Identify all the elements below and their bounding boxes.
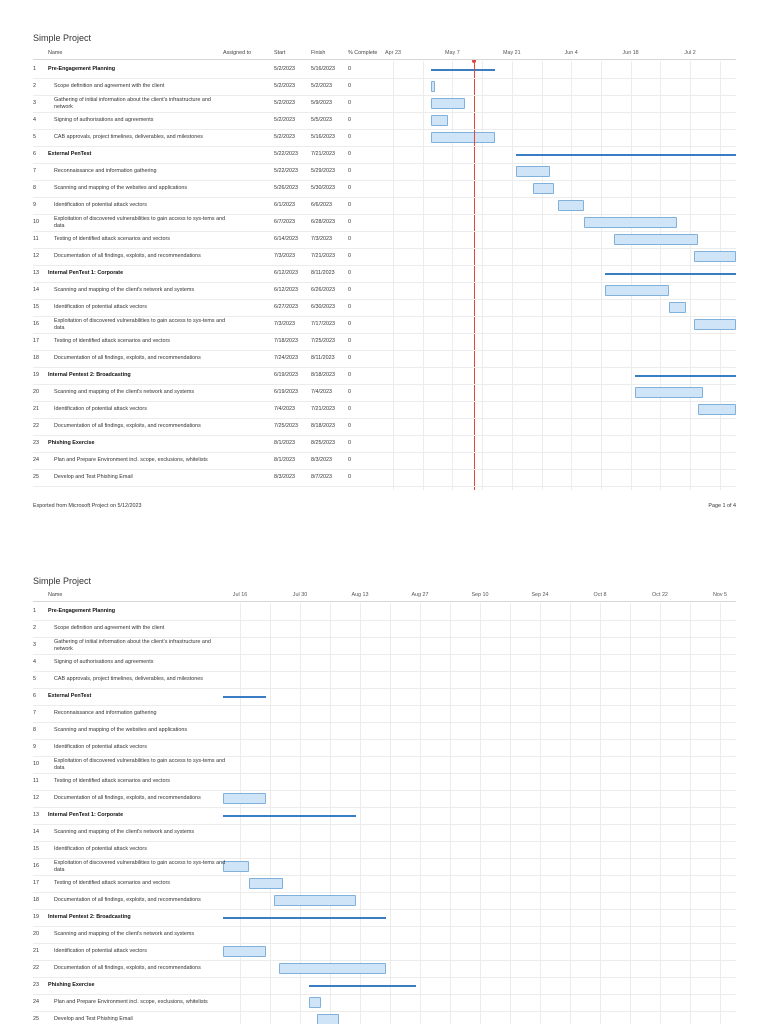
task-id: 9 bbox=[33, 202, 36, 208]
timeline-date-label: Oct 22 bbox=[652, 592, 668, 598]
task-name: Internal PenTest 1: Corporate bbox=[48, 812, 124, 818]
task-start-date: 5/2/2023 bbox=[274, 117, 295, 123]
summary-task-row bbox=[33, 146, 736, 164]
task-row bbox=[33, 231, 736, 249]
task-percent-complete: 0 bbox=[348, 219, 351, 225]
task-name: Scanning and mapping of the websites and applications bbox=[54, 727, 188, 733]
task-row bbox=[33, 248, 736, 266]
task-id: 11 bbox=[33, 236, 39, 242]
task-start-date: 5/2/2023 bbox=[274, 83, 295, 89]
task-name: Scanning and mapping of the client's network and systems bbox=[54, 287, 195, 293]
task-id: 25 bbox=[33, 1016, 39, 1022]
task-id: 24 bbox=[33, 999, 39, 1005]
task-name: Plan and Prepare Environment incl. scope, exclusions, whitelists bbox=[54, 457, 208, 463]
export-note: Exported from Microsoft Project on 5/12/2023 bbox=[33, 503, 142, 509]
header-divider-page-2 bbox=[33, 601, 736, 602]
task-name: Exploitation of discovered vulnerabilities to gain access to sys-tems and data bbox=[54, 216, 226, 229]
task-id: 2 bbox=[33, 83, 36, 89]
task-finish-date: 5/2/2023 bbox=[311, 83, 332, 89]
task-name: Internal Pentest 2: Broadcasting bbox=[48, 914, 131, 920]
task-id: 17 bbox=[33, 338, 39, 344]
column-header-name: Name bbox=[48, 50, 63, 56]
task-id: 3 bbox=[33, 642, 36, 648]
task-id: 12 bbox=[33, 253, 39, 259]
task-id: 12 bbox=[33, 795, 39, 801]
task-row bbox=[33, 214, 736, 232]
task-percent-complete: 0 bbox=[348, 287, 351, 293]
task-name: Exploitation of discovered vulnerabilities to gain access to sys-tems and data bbox=[54, 860, 226, 873]
task-id: 20 bbox=[33, 931, 39, 937]
summary-task-row bbox=[33, 807, 736, 825]
header-divider bbox=[33, 59, 736, 60]
task-start-date: 6/1/2023 bbox=[274, 202, 295, 208]
task-start-date: 5/22/2023 bbox=[274, 168, 298, 174]
task-percent-complete: 0 bbox=[348, 253, 351, 259]
task-row bbox=[33, 78, 736, 96]
task-id: 7 bbox=[33, 710, 36, 716]
task-row bbox=[33, 892, 736, 910]
task-percent-complete: 0 bbox=[348, 202, 351, 208]
task-row bbox=[33, 112, 736, 130]
task-start-date: 7/3/2023 bbox=[274, 321, 295, 327]
task-finish-date: 7/21/2023 bbox=[311, 253, 335, 259]
task-percent-complete: 0 bbox=[348, 134, 351, 140]
task-row bbox=[33, 418, 736, 436]
task-percent-complete: 0 bbox=[348, 389, 351, 395]
task-id: 21 bbox=[33, 406, 39, 412]
task-row bbox=[33, 722, 736, 740]
task-name: Scanning and mapping of the client's network and systems bbox=[54, 389, 195, 395]
task-finish-date: 8/11/2023 bbox=[311, 270, 335, 276]
task-name: Reconnaissance and information gathering bbox=[54, 710, 157, 716]
task-id: 6 bbox=[33, 151, 36, 157]
task-id: 3 bbox=[33, 100, 36, 106]
task-finish-date: 8/3/2023 bbox=[311, 457, 332, 463]
task-id: 4 bbox=[33, 659, 36, 665]
task-name: Identification of potential attack vectors bbox=[54, 948, 147, 954]
task-name: Documentation of all findings, exploits, and recommendations bbox=[54, 795, 201, 801]
task-row bbox=[33, 333, 736, 351]
task-finish-date: 8/18/2023 bbox=[311, 423, 335, 429]
timeline-date-label: Apr 23 bbox=[385, 50, 401, 56]
task-start-date: 6/19/2023 bbox=[274, 389, 298, 395]
task-row bbox=[33, 671, 736, 689]
task-row bbox=[33, 875, 736, 893]
task-id: 14 bbox=[33, 829, 39, 835]
task-finish-date: 8/25/2023 bbox=[311, 440, 335, 446]
task-id: 8 bbox=[33, 185, 36, 191]
task-id: 22 bbox=[33, 965, 39, 971]
task-name: Pre-Engagement Planning bbox=[48, 608, 116, 614]
task-name: Scope definition and agreement with the client bbox=[54, 83, 165, 89]
task-percent-complete: 0 bbox=[348, 406, 351, 412]
timeline-date-label: Jul 16 bbox=[232, 592, 248, 598]
task-percent-complete: 0 bbox=[348, 338, 351, 344]
task-finish-date: 5/29/2023 bbox=[311, 168, 335, 174]
task-row bbox=[33, 197, 736, 215]
task-row bbox=[33, 858, 736, 876]
task-row bbox=[33, 620, 736, 638]
task-row bbox=[33, 926, 736, 944]
task-row bbox=[33, 180, 736, 198]
task-start-date: 6/19/2023 bbox=[274, 372, 298, 378]
task-row bbox=[33, 350, 736, 368]
column-header-name-page-2: Name bbox=[48, 592, 63, 598]
task-start-date: 6/7/2023 bbox=[274, 219, 295, 225]
task-start-date: 7/24/2023 bbox=[274, 355, 298, 361]
task-name: Scanning and mapping of the client's network and systems bbox=[54, 931, 195, 937]
timeline-date-label: Aug 27 bbox=[411, 592, 429, 598]
task-finish-date: 5/5/2023 bbox=[311, 117, 332, 123]
task-name: External PenTest bbox=[48, 151, 92, 157]
timeline-date-label: Sep 24 bbox=[531, 592, 549, 598]
task-finish-date: 7/4/2023 bbox=[311, 389, 332, 395]
task-start-date: 8/3/2023 bbox=[274, 474, 295, 480]
task-finish-date: 5/30/2023 bbox=[311, 185, 335, 191]
task-finish-date: 5/16/2023 bbox=[311, 134, 335, 140]
timeline-date-label: Jun 18 bbox=[622, 50, 639, 56]
task-row bbox=[33, 316, 736, 334]
task-id: 13 bbox=[33, 812, 39, 818]
task-name: Documentation of all findings, exploits, and recommendations bbox=[54, 355, 201, 361]
column-header-start: Start bbox=[274, 50, 286, 56]
task-start-date: 6/14/2023 bbox=[274, 236, 298, 242]
task-name: Testing of identified attack scenarios and vectors bbox=[54, 236, 170, 242]
task-name: Internal Pentest 2: Broadcasting bbox=[48, 372, 131, 378]
task-row bbox=[33, 282, 736, 300]
task-start-date: 6/27/2023 bbox=[274, 304, 298, 310]
task-row bbox=[33, 469, 736, 487]
task-row bbox=[33, 705, 736, 723]
task-finish-date: 7/21/2023 bbox=[311, 151, 335, 157]
task-row bbox=[33, 163, 736, 181]
task-name: External PenTest bbox=[48, 693, 92, 699]
task-finish-date: 7/21/2023 bbox=[311, 406, 335, 412]
task-percent-complete: 0 bbox=[348, 372, 351, 378]
task-row bbox=[33, 739, 736, 757]
task-id: 5 bbox=[33, 134, 36, 140]
task-id: 7 bbox=[33, 168, 36, 174]
task-row bbox=[33, 1011, 736, 1024]
task-id: 11 bbox=[33, 778, 39, 784]
task-name: Documentation of all findings, exploits, and recommendations bbox=[54, 965, 201, 971]
task-id: 18 bbox=[33, 355, 39, 361]
task-row bbox=[33, 960, 736, 978]
task-name: Testing of identified attack scenarios and vectors bbox=[54, 880, 170, 886]
task-row bbox=[33, 95, 736, 113]
task-name: Develop and Test Phishing Email bbox=[54, 1016, 133, 1022]
timeline-date-label: Jul 30 bbox=[292, 592, 308, 598]
task-percent-complete: 0 bbox=[348, 321, 351, 327]
task-row bbox=[33, 401, 736, 419]
document-title-page-2: Simple Project bbox=[33, 576, 92, 586]
task-start-date: 5/26/2023 bbox=[274, 185, 298, 191]
task-finish-date: 7/3/2023 bbox=[311, 236, 332, 242]
task-row bbox=[33, 943, 736, 961]
task-start-date: 6/12/2023 bbox=[274, 287, 298, 293]
task-name: Plan and Prepare Environment incl. scope, exclusions, whitelists bbox=[54, 999, 208, 1005]
summary-task-row bbox=[33, 603, 736, 621]
task-start-date: 5/2/2023 bbox=[274, 134, 295, 140]
task-id: 23 bbox=[33, 440, 39, 446]
task-id: 16 bbox=[33, 863, 39, 869]
task-row bbox=[33, 773, 736, 791]
task-id: 25 bbox=[33, 474, 39, 480]
task-start-date: 5/2/2023 bbox=[274, 66, 295, 72]
task-id: 17 bbox=[33, 880, 39, 886]
task-id: 1 bbox=[33, 608, 36, 614]
task-name: Scanning and mapping of the websites and applications bbox=[54, 185, 188, 191]
task-finish-date: 5/9/2023 bbox=[311, 100, 332, 106]
task-id: 18 bbox=[33, 897, 39, 903]
column-header-assigned: Assigned to bbox=[223, 50, 252, 56]
task-row bbox=[33, 790, 736, 808]
task-id: 24 bbox=[33, 457, 39, 463]
task-id: 15 bbox=[33, 304, 39, 310]
task-name: Documentation of all findings, exploits, and recommendations bbox=[54, 423, 201, 429]
task-percent-complete: 0 bbox=[348, 83, 351, 89]
column-header-finish: Finish bbox=[311, 50, 326, 56]
task-id: 19 bbox=[33, 372, 39, 378]
task-percent-complete: 0 bbox=[348, 100, 351, 106]
gantt-page-2 bbox=[0, 570, 768, 1024]
task-row bbox=[33, 384, 736, 402]
document-title: Simple Project bbox=[33, 33, 92, 43]
summary-task-row bbox=[33, 367, 736, 385]
task-percent-complete: 0 bbox=[348, 423, 351, 429]
task-name: Identification of potential attack vectors bbox=[54, 202, 147, 208]
task-start-date: 7/3/2023 bbox=[274, 253, 295, 259]
task-name: Pre-Engagement Planning bbox=[48, 66, 116, 72]
summary-task-row bbox=[33, 977, 736, 995]
task-id: 23 bbox=[33, 982, 39, 988]
task-percent-complete: 0 bbox=[348, 185, 351, 191]
summary-task-row bbox=[33, 909, 736, 927]
summary-task-row bbox=[33, 688, 736, 706]
task-id: 2 bbox=[33, 625, 36, 631]
task-name: Gathering of initial information about the client's infrastructure and network bbox=[54, 97, 211, 110]
timeline-date-label: May 7 bbox=[445, 50, 460, 56]
task-percent-complete: 0 bbox=[348, 117, 351, 123]
task-name: Identification of potential attack vectors bbox=[54, 304, 147, 310]
task-name: Gathering of initial information about the client's infrastructure and network bbox=[54, 639, 211, 652]
task-start-date: 7/25/2023 bbox=[274, 423, 298, 429]
task-start-date: 6/12/2023 bbox=[274, 270, 298, 276]
task-id: 10 bbox=[33, 219, 39, 225]
task-percent-complete: 0 bbox=[348, 168, 351, 174]
task-name: CAB approvals, project timelines, deliverables, and milestones bbox=[54, 676, 203, 682]
task-row bbox=[33, 129, 736, 147]
task-id: 9 bbox=[33, 744, 36, 750]
summary-task-row bbox=[33, 61, 736, 79]
task-finish-date: 8/18/2023 bbox=[311, 372, 335, 378]
task-id: 5 bbox=[33, 676, 36, 682]
timeline-date-label: Oct 8 bbox=[593, 592, 607, 598]
task-row bbox=[33, 756, 736, 774]
task-finish-date: 6/30/2023 bbox=[311, 304, 335, 310]
timeline-date-label: Jun 4 bbox=[564, 50, 578, 56]
task-id: 4 bbox=[33, 117, 36, 123]
task-percent-complete: 0 bbox=[348, 474, 351, 480]
task-id: 10 bbox=[33, 761, 39, 767]
task-row bbox=[33, 452, 736, 470]
timeline-date-label: Sep 10 bbox=[471, 592, 489, 598]
task-name: Signing of authorisations and agreements bbox=[54, 659, 154, 665]
page-number: Page 1 of 4 bbox=[708, 503, 736, 509]
task-id: 1 bbox=[33, 66, 36, 72]
timeline-date-label: May 21 bbox=[502, 50, 521, 56]
task-start-date: 5/22/2023 bbox=[274, 151, 298, 157]
task-percent-complete: 0 bbox=[348, 270, 351, 276]
task-percent-complete: 0 bbox=[348, 457, 351, 463]
task-row bbox=[33, 841, 736, 859]
task-row bbox=[33, 994, 736, 1012]
task-start-date: 8/1/2023 bbox=[274, 440, 295, 446]
task-id: 6 bbox=[33, 693, 36, 699]
task-name: Internal PenTest 1: Corporate bbox=[48, 270, 124, 276]
summary-task-row bbox=[33, 265, 736, 283]
task-name: Testing of identified attack scenarios and vectors bbox=[54, 338, 170, 344]
task-id: 21 bbox=[33, 948, 39, 954]
task-finish-date: 7/17/2023 bbox=[311, 321, 335, 327]
task-name: Documentation of all findings, exploits, and recommendations bbox=[54, 253, 201, 259]
task-row bbox=[33, 637, 736, 655]
task-name: Scanning and mapping of the client's network and systems bbox=[54, 829, 195, 835]
task-percent-complete: 0 bbox=[348, 236, 351, 242]
task-finish-date: 8/11/2023 bbox=[311, 355, 335, 361]
task-name: Testing of identified attack scenarios and vectors bbox=[54, 778, 170, 784]
timeline-date-label: Jul 2 bbox=[684, 50, 696, 56]
task-finish-date: 8/7/2023 bbox=[311, 474, 332, 480]
task-start-date: 7/18/2023 bbox=[274, 338, 298, 344]
task-name: Reconnaissance and information gathering bbox=[54, 168, 157, 174]
task-id: 8 bbox=[33, 727, 36, 733]
task-finish-date: 6/28/2023 bbox=[311, 219, 335, 225]
task-name: Identification of potential attack vectors bbox=[54, 744, 147, 750]
task-percent-complete: 0 bbox=[348, 66, 351, 72]
task-name: Identification of potential attack vectors bbox=[54, 406, 147, 412]
task-percent-complete: 0 bbox=[348, 440, 351, 446]
task-name: Exploitation of discovered vulnerabilities to gain access to sys-tems and data bbox=[54, 318, 226, 331]
summary-task-row bbox=[33, 435, 736, 453]
task-id: 14 bbox=[33, 287, 39, 293]
task-percent-complete: 0 bbox=[348, 355, 351, 361]
task-finish-date: 7/25/2023 bbox=[311, 338, 335, 344]
task-start-date: 5/2/2023 bbox=[274, 100, 295, 106]
task-finish-date: 5/16/2023 bbox=[311, 66, 335, 72]
task-name: Scope definition and agreement with the client bbox=[54, 625, 165, 631]
task-start-date: 7/4/2023 bbox=[274, 406, 295, 412]
task-id: 22 bbox=[33, 423, 39, 429]
task-id: 15 bbox=[33, 846, 39, 852]
task-row bbox=[33, 824, 736, 842]
task-row bbox=[33, 299, 736, 317]
task-percent-complete: 0 bbox=[348, 304, 351, 310]
task-finish-date: 6/6/2023 bbox=[311, 202, 332, 208]
task-name: Phishing Exercise bbox=[48, 440, 95, 446]
task-start-date: 8/1/2023 bbox=[274, 457, 295, 463]
task-name: Develop and Test Phishing Email bbox=[54, 474, 133, 480]
task-id: 20 bbox=[33, 389, 39, 395]
timeline-date-label: Nov 5 bbox=[712, 592, 728, 598]
task-name: Documentation of all findings, exploits, and recommendations bbox=[54, 897, 201, 903]
task-id: 16 bbox=[33, 321, 39, 327]
task-row bbox=[33, 654, 736, 672]
task-percent-complete: 0 bbox=[348, 151, 351, 157]
task-name: CAB approvals, project timelines, deliverables, and milestones bbox=[54, 134, 203, 140]
timeline-date-label: Aug 13 bbox=[351, 592, 369, 598]
task-id: 19 bbox=[33, 914, 39, 920]
column-header-percent-complete: % Complete bbox=[348, 50, 378, 56]
task-finish-date: 6/26/2023 bbox=[311, 287, 335, 293]
task-name: Signing of authorisations and agreements bbox=[54, 117, 154, 123]
task-name: Identification of potential attack vectors bbox=[54, 846, 147, 852]
task-name: Exploitation of discovered vulnerabilities to gain access to sys-tems and data bbox=[54, 758, 226, 771]
task-id: 13 bbox=[33, 270, 39, 276]
task-name: Phishing Exercise bbox=[48, 982, 95, 988]
